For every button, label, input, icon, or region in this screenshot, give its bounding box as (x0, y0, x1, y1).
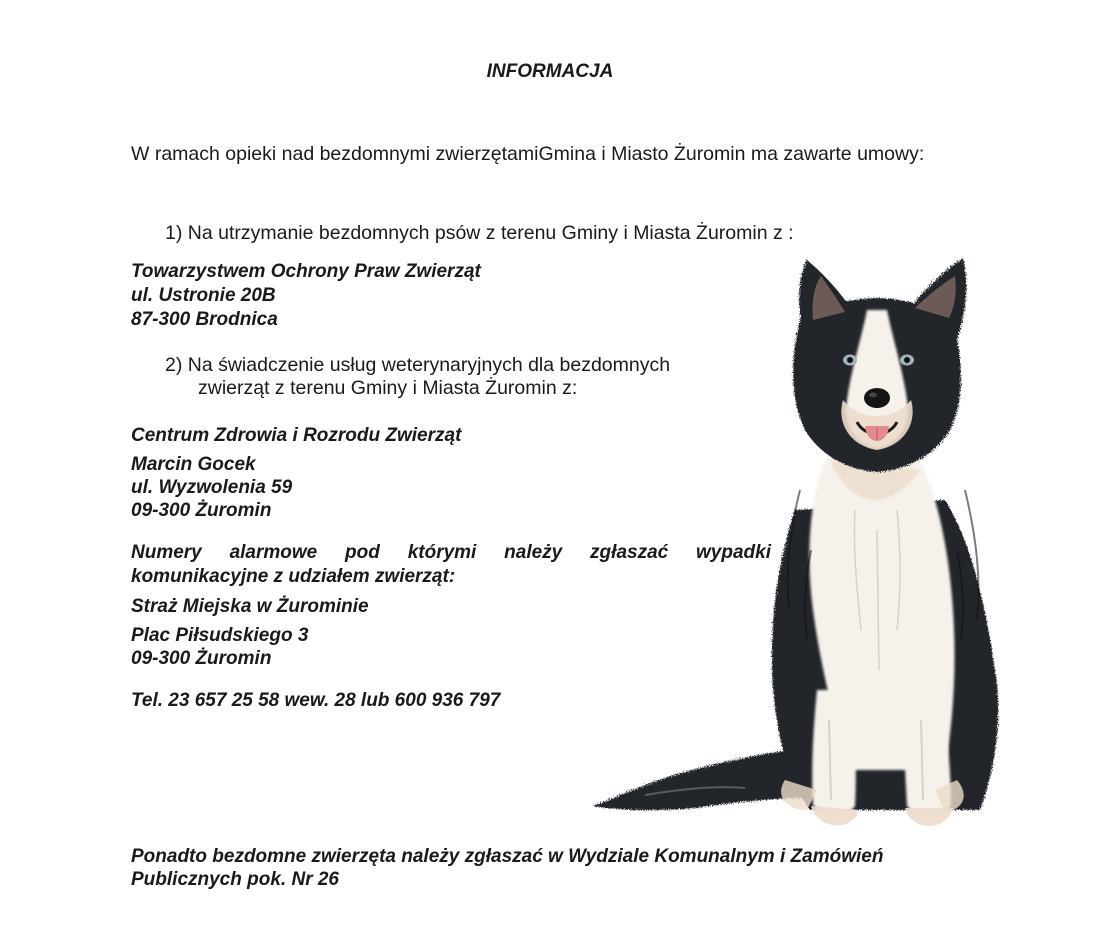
city-guard-name: Straż Miejska w Żurominie (131, 596, 369, 617)
dog-illustration (585, 250, 1015, 840)
contract-item-2-line1: 2) Na świadczenie usług weterynaryjnych dla bezdomnych (165, 354, 671, 376)
emergency-heading-line1: Numery alarmowe pod którymi należy zgłaszać wypadki (131, 542, 771, 563)
organization-1-street: ul. Ustronie 20B (131, 285, 276, 306)
footer-line2: Publicznych pok. Nr 26 (131, 869, 339, 890)
organization-2-name: Centrum Zdrowia i Rozrodu Zwierząt (131, 425, 462, 446)
organization-2-city: 09-300 Żuromin (131, 500, 272, 521)
footer-note (131, 845, 883, 891)
organization-1-address (131, 260, 481, 332)
city-guard-street: Plac Piłsudskiego 3 (131, 625, 309, 646)
organization-1-city: 87-300 Brodnica (131, 309, 278, 330)
city-guard-city: 09-300 Żuromin (131, 648, 272, 669)
page-title: INFORMACJA (486, 61, 614, 82)
emergency-heading-line2: komunikacyjne z udziałem zwierząt: (131, 566, 456, 587)
organization-2-person: Marcin Gocek (131, 454, 256, 475)
phone-numbers: Tel. 23 657 25 58 wew. 28 lub 600 936 797 (131, 690, 501, 711)
footer-line1: Ponadto bezdomne zwierzęta należy zgłaszać w Wydziale Komunalnym i Zamówień (131, 846, 884, 867)
organization-2-address (131, 453, 292, 522)
organization-1-name: Towarzystwem Ochrony Praw Zwierząt (131, 261, 481, 282)
contract-item-2-line2: zwierząt z terenu Gminy i Miasta Żuromin z: (198, 377, 578, 399)
contract-item-1: 1) Na utrzymanie bezdomnych psów z terenu Gminy i Miasta Żuromin z : (165, 222, 794, 244)
organization-2-street: ul. Wyzwolenia 59 (131, 477, 293, 498)
city-guard-address (131, 624, 308, 670)
intro-paragraph: W ramach opieki nad bezdomnymi zwierzętamiGmina i Miasto Żuromin ma zawarte umowy: (131, 143, 925, 165)
